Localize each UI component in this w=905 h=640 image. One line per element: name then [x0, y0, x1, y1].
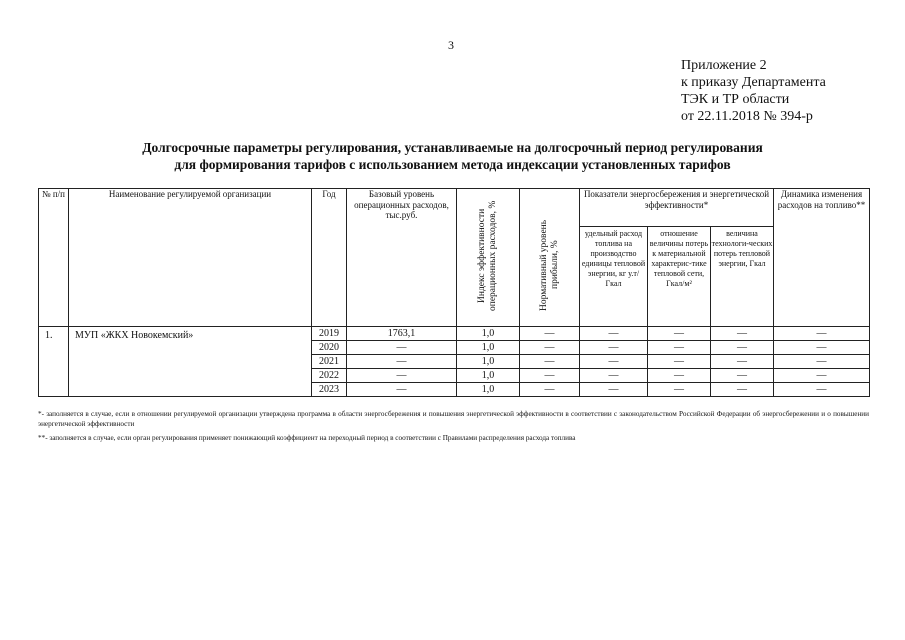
cell-energy-3: — — [711, 369, 774, 383]
header-energy-sub-2: отношение величины потерь к материальной характерис-тике тепловой сети, Гкал/м² — [648, 227, 711, 327]
document-title — [0, 139, 905, 173]
cell-energy-2: — — [648, 327, 711, 341]
cell-energy-1: — — [580, 383, 648, 397]
cell-energy-2: — — [648, 355, 711, 369]
cell-year: 2020 — [312, 341, 347, 355]
header-profit-level-text: Нормативный уровень прибыли, % — [538, 219, 560, 311]
cell-profit: — — [520, 355, 580, 369]
cell-year: 2023 — [312, 383, 347, 397]
cell-dynamics: — — [774, 341, 870, 355]
header-year: Год — [312, 189, 347, 327]
cell-profit: — — [520, 341, 580, 355]
header-profit-level — [520, 189, 580, 327]
page-number: 3 — [448, 38, 454, 52]
header-num: № п/п — [39, 189, 69, 327]
footnote-2: **- заполняется в случае, если орган регулирования применяет понижающий коэффициент на переходный период в соответствии с Правилами распределения расхода топлива — [38, 434, 576, 442]
cell-profit: — — [520, 327, 580, 341]
cell-index: 1,0 — [457, 355, 520, 369]
parameters-table — [38, 188, 870, 397]
header-efficiency-index-text: Индекс эффективности операционных расходов, % — [477, 200, 498, 312]
cell-profit: — — [520, 383, 580, 397]
cell-energy-2: — — [648, 369, 711, 383]
cell-base: — — [347, 369, 457, 383]
cell-energy-1: — — [580, 369, 648, 383]
header-base-level: Базовый уровень операционных расходов, тыс.руб. — [347, 189, 457, 327]
appendix-line-3: ТЭК и ТР области — [681, 92, 790, 107]
header-energy-sub-3: величина технологи-ческих потерь тепловой энергии, Гкал — [711, 227, 774, 327]
cell-energy-3: — — [711, 341, 774, 355]
cell-base: — — [347, 341, 457, 355]
header-dynamics: Динамика изменения расходов на топливо** — [774, 189, 870, 327]
appendix-block — [681, 57, 826, 125]
appendix-line-4: от 22.11.2018 № 394-р — [681, 109, 813, 124]
cell-dynamics: — — [774, 369, 870, 383]
cell-energy-1: — — [580, 327, 648, 341]
cell-year: 2021 — [312, 355, 347, 369]
footnote-1: *- заполняется в случае, если в отношении регулируемой организации утверждена программа в области энергосбережения и повышения энергетической эффективности в соответствии с законодательством Российской Федерации об энергосбережении и о повышении энергетической эффективности — [38, 410, 869, 428]
header-energy-group: Показатели энергосбережения и энергетической эффективности* — [580, 189, 774, 227]
header-org: Наименование регулируемой организации — [69, 189, 312, 327]
cell-base: — — [347, 355, 457, 369]
cell-base: 1763,1 — [347, 327, 457, 341]
cell-year: 2019 — [312, 327, 347, 341]
cell-dynamics: — — [774, 355, 870, 369]
header-energy-sub-1: удельный расход топлива на производство единицы тепловой энергии, кг у.т/Гкал — [580, 227, 648, 327]
cell-base: — — [347, 383, 457, 397]
title-line-1: Долгосрочные параметры регулирования, устанавливаемые на долгосрочный период регулирования — [142, 140, 763, 155]
appendix-line-2: к приказу Департамента — [681, 75, 826, 90]
title-line-2: для формирования тарифов с использованием метода индексации установленных тарифов — [174, 157, 731, 172]
cell-energy-2: — — [648, 383, 711, 397]
org-name: МУП «ЖКХ Новокемский» — [69, 327, 312, 397]
header-efficiency-index — [457, 189, 520, 327]
cell-profit: — — [520, 369, 580, 383]
cell-energy-3: — — [711, 327, 774, 341]
cell-energy-3: — — [711, 383, 774, 397]
cell-energy-1: — — [580, 341, 648, 355]
table-row — [39, 327, 870, 341]
cell-dynamics: — — [774, 327, 870, 341]
cell-index: 1,0 — [457, 383, 520, 397]
cell-index: 1,0 — [457, 341, 520, 355]
cell-year: 2022 — [312, 369, 347, 383]
org-number: 1. — [39, 327, 69, 397]
cell-energy-3: — — [711, 355, 774, 369]
cell-index: 1,0 — [457, 369, 520, 383]
cell-index: 1,0 — [457, 327, 520, 341]
cell-dynamics: — — [774, 383, 870, 397]
cell-energy-2: — — [648, 341, 711, 355]
cell-energy-1: — — [580, 355, 648, 369]
appendix-line-1: Приложение 2 — [681, 58, 767, 73]
